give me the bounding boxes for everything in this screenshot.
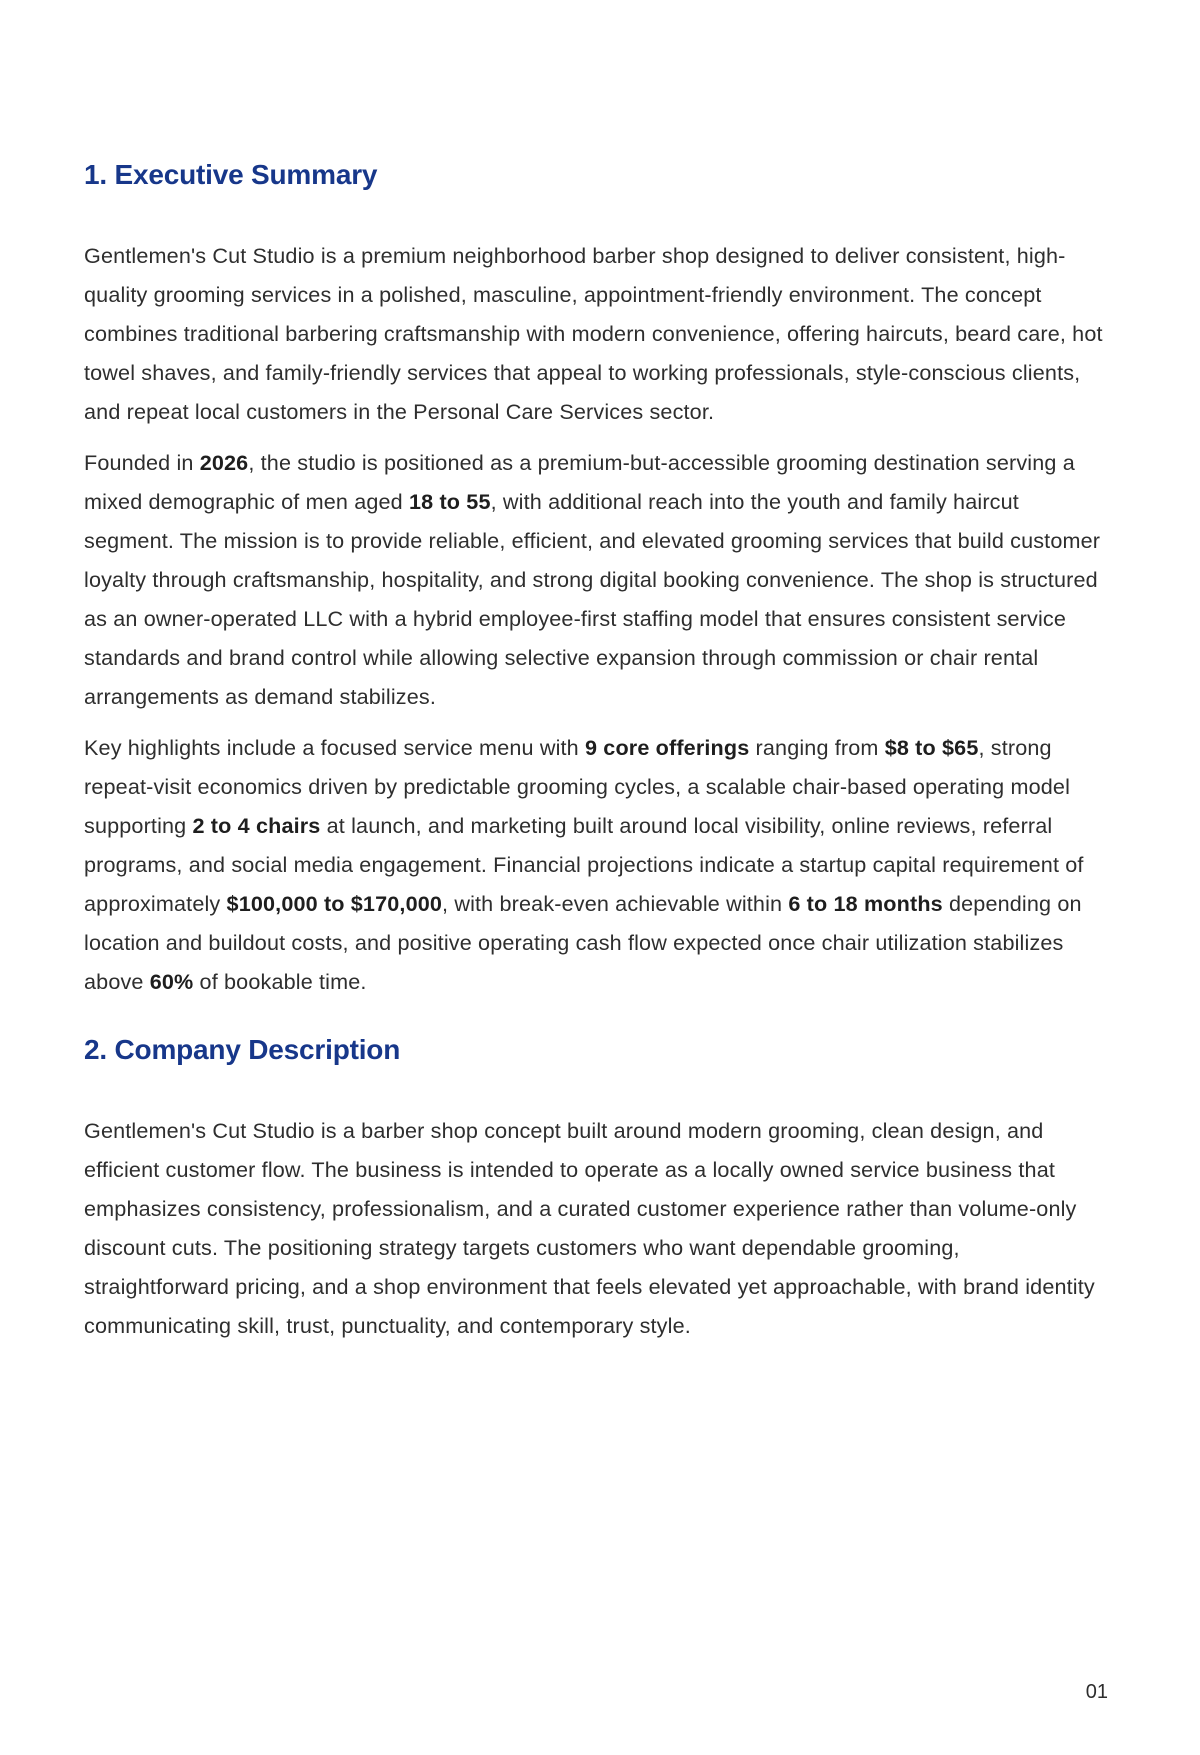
paragraph: Key highlights include a focused service menu with 9 core offerings ranging from $8 to $65, strong repeat-visit economics driven by predictable grooming cycles, a scalable chair-based operating model supporting 2 to 4 chairs at launch, and marketing built around local visibility, online reviews, referral programs, and social media engagement. Financial projections indicate a startup capital requirement of approximately $100,000 to $170,000, with break-even achievable within 6 to 18 months depending on location and buildout costs, and positive operating cash flow expected once chair utilization stabilizes above 60% of bookable time. bbox=[84, 735, 1084, 994]
emphasized-figure: 2026 bbox=[199, 450, 249, 475]
emphasized-figure: 9 core offerings bbox=[584, 735, 750, 760]
paragraph: Gentlemen's Cut Studio is a premium neighborhood barber shop designed to deliver consistent, high-quality grooming services in a polished, masculine, appointment-friendly environment. The concept combines traditional barbering craftsmanship with modern convenience, offering haircuts, beard care, hot towel shaves, and family-friendly services that appeal to working professionals, style-conscious clients, and repeat local customers in the Personal Care Services sector. bbox=[84, 243, 1103, 424]
section-body bbox=[84, 236, 1104, 1001]
section-heading-company-description: 2. Company Description bbox=[84, 1034, 401, 1065]
page-number: 01 bbox=[1085, 1681, 1108, 1703]
section-heading-executive-summary: 1. Executive Summary bbox=[84, 159, 378, 190]
executive-summary-section bbox=[84, 158, 1104, 1001]
section-body bbox=[84, 1111, 1104, 1345]
emphasized-figure: 18 to 55 bbox=[409, 489, 491, 514]
paragraph: Gentlemen's Cut Studio is a barber shop concept built around modern grooming, clean design, and efficient customer flow. The business is intended to operate as a locally owned service business that emphasizes consistency, professionalism, and a curated customer experience rather than volume-only discount cuts. The positioning strategy targets customers who want dependable grooming, straightforward pricing, and a shop environment that feels elevated yet approachable, with brand identity communicating skill, trust, punctuality, and contemporary style. bbox=[84, 1118, 1095, 1338]
emphasized-figure: $100,000 to $170,000 bbox=[226, 891, 443, 916]
emphasized-figure: 6 to 18 months bbox=[788, 891, 943, 916]
emphasized-figure: 2 to 4 chairs bbox=[192, 813, 321, 838]
emphasized-figure: $8 to $65 bbox=[884, 735, 979, 760]
paragraph: Founded in 2026, the studio is positioned as a premium-but-accessible grooming destination serving a mixed demographic of men aged 18 to 55, with additional reach into the youth and family haircut segment. The mission is to provide reliable, efficient, and elevated grooming services that build customer loyalty through craftsmanship, hospitality, and strong digital booking convenience. The shop is structured as an owner-operated LLC with a hybrid employee-first staffing model that ensures consistent service standards and brand control while allowing selective expansion through commission or chair rental arrangements as demand stabilizes. bbox=[84, 450, 1101, 709]
page-content bbox=[84, 158, 1104, 1357]
emphasized-figure: 60% bbox=[149, 969, 194, 994]
company-description-section bbox=[84, 1033, 1104, 1345]
